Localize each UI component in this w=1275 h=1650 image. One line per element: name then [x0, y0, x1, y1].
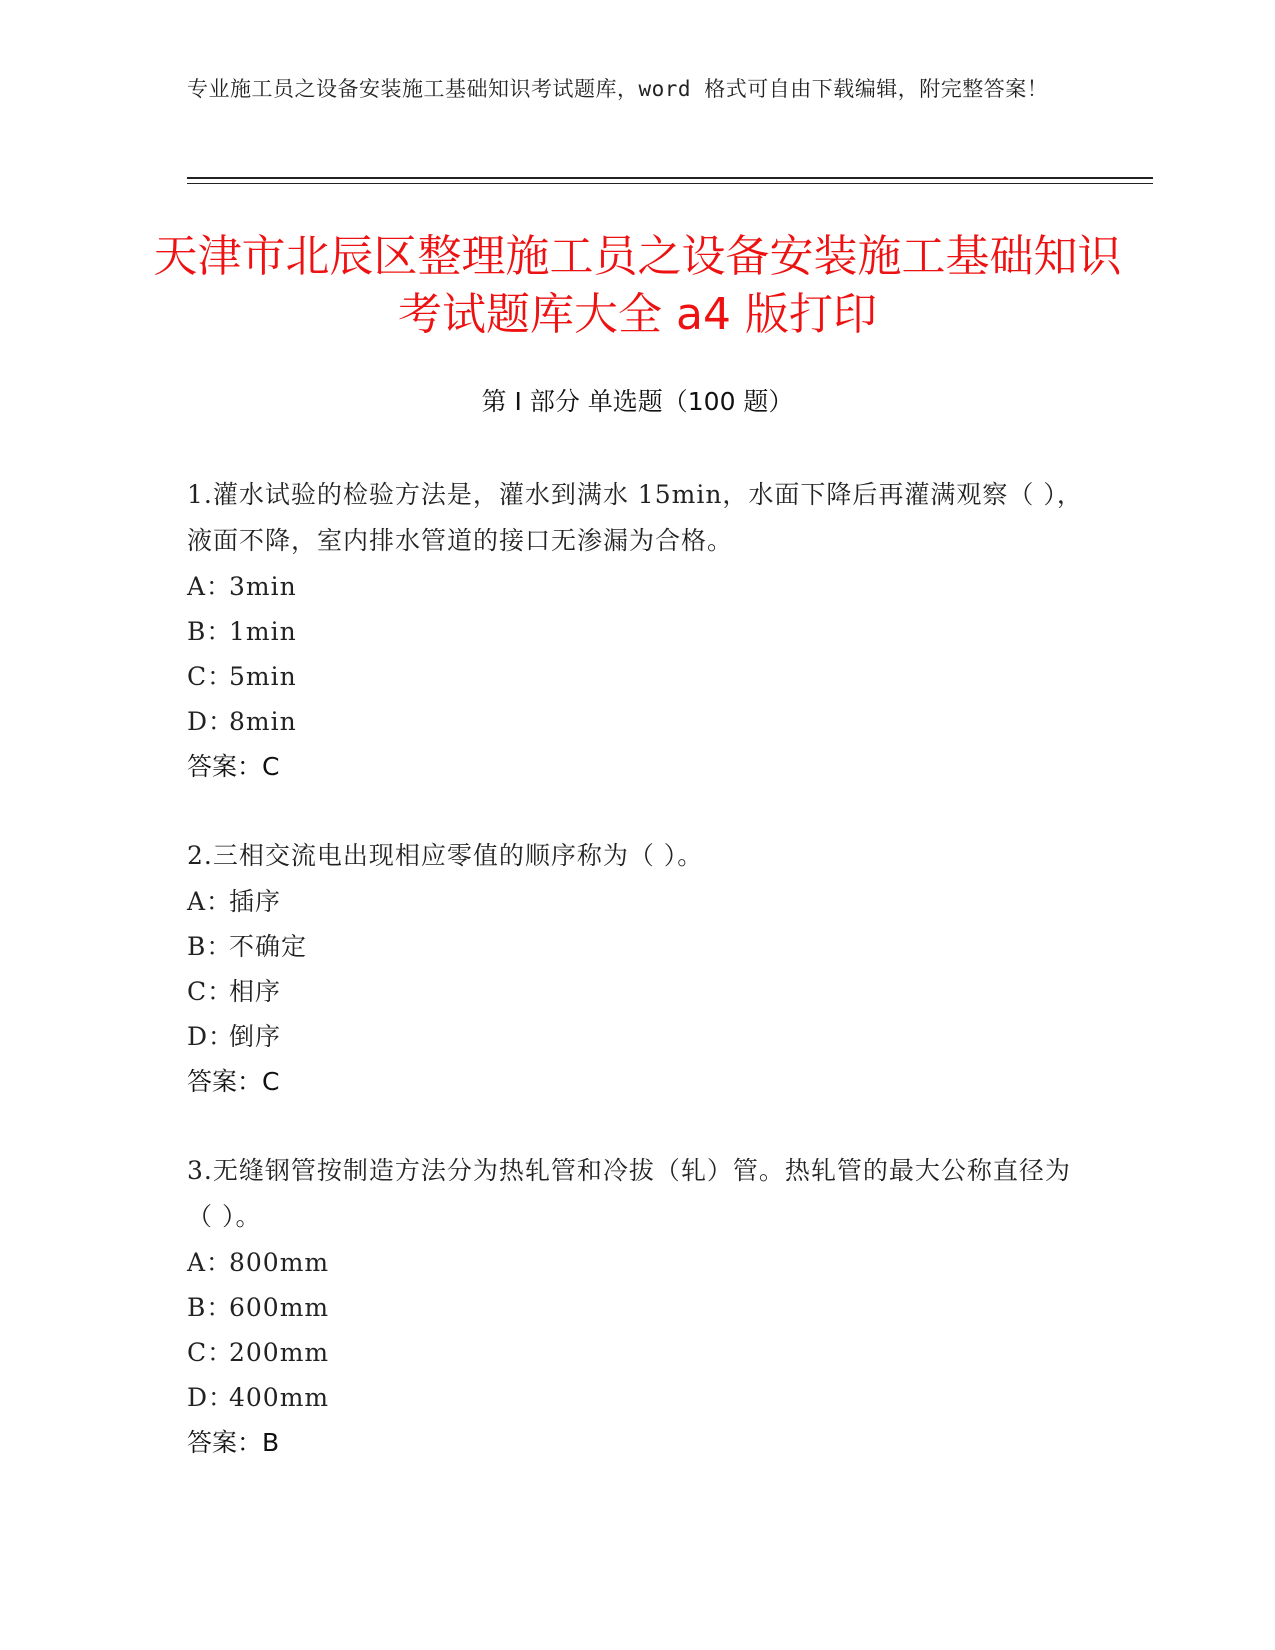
option-key: B：	[187, 617, 233, 646]
option-key: C：	[187, 1338, 234, 1367]
option-c	[187, 969, 1087, 1014]
header-divider-thin	[187, 183, 1153, 184]
option-b	[187, 1285, 1087, 1330]
option-c	[187, 654, 1087, 699]
question-1	[187, 472, 1087, 790]
option-d	[187, 1375, 1087, 1420]
question-stem: 3.无缝钢管按制造方法分为热轧管和冷拔（轧）管。热轧管的最大公称直径为（ ）。	[187, 1156, 1071, 1231]
question-list	[187, 472, 1087, 1509]
option-b	[187, 924, 1087, 969]
option-key: D：	[187, 1383, 235, 1412]
option-text: 3min	[229, 572, 297, 601]
option-text: 插序	[229, 887, 282, 916]
option-text: 1min	[229, 617, 297, 646]
option-text: 400mm	[229, 1383, 330, 1412]
option-text: 相序	[229, 977, 282, 1006]
option-key: C：	[187, 977, 234, 1006]
option-text: 5min	[229, 662, 297, 691]
option-text: 不确定	[229, 932, 308, 961]
answer-line: 答案：C	[187, 752, 280, 781]
option-text: 800mm	[229, 1248, 330, 1277]
question-stem: 1.灌水试验的检验方法是，灌水到满水 15min，水面下降后再灌满观察（ ），液面不降，室内排水管道的接口无渗漏为合格。	[187, 480, 1083, 555]
option-d	[187, 1014, 1087, 1059]
section-title: 第 I 部分 单选题（100 题）	[481, 387, 794, 416]
option-text: 8min	[229, 707, 297, 736]
intro-text: 专业施工员之设备安装施工基础知识考试题库，word 格式可自由下载编辑，附完整答案！	[187, 77, 1049, 101]
option-key: D：	[187, 707, 235, 736]
answer-line: 答案：C	[187, 1067, 280, 1096]
option-c	[187, 1330, 1087, 1375]
option-key: B：	[187, 1293, 233, 1322]
option-a	[187, 564, 1087, 609]
option-text: 倒序	[229, 1022, 282, 1051]
question-3	[187, 1148, 1087, 1466]
header-divider-thick	[187, 177, 1153, 179]
option-key: A：	[187, 572, 233, 601]
option-key: A：	[187, 887, 233, 916]
option-key: A：	[187, 1248, 233, 1277]
question-stem: 2.三相交流电出现相应零值的顺序称为（ ）。	[187, 841, 704, 870]
option-text: 600mm	[229, 1293, 330, 1322]
option-b	[187, 609, 1087, 654]
document-title: 天津市北辰区整理施工员之设备安装施工基础知识考试题库大全 a4 版打印	[153, 231, 1122, 340]
option-a	[187, 1240, 1087, 1285]
option-a	[187, 879, 1087, 924]
option-key: B：	[187, 932, 233, 961]
answer-line: 答案：B	[187, 1428, 280, 1457]
option-text: 200mm	[229, 1338, 330, 1367]
option-d	[187, 699, 1087, 744]
question-2	[187, 833, 1087, 1105]
option-key: C：	[187, 662, 234, 691]
option-key: D：	[187, 1022, 235, 1051]
